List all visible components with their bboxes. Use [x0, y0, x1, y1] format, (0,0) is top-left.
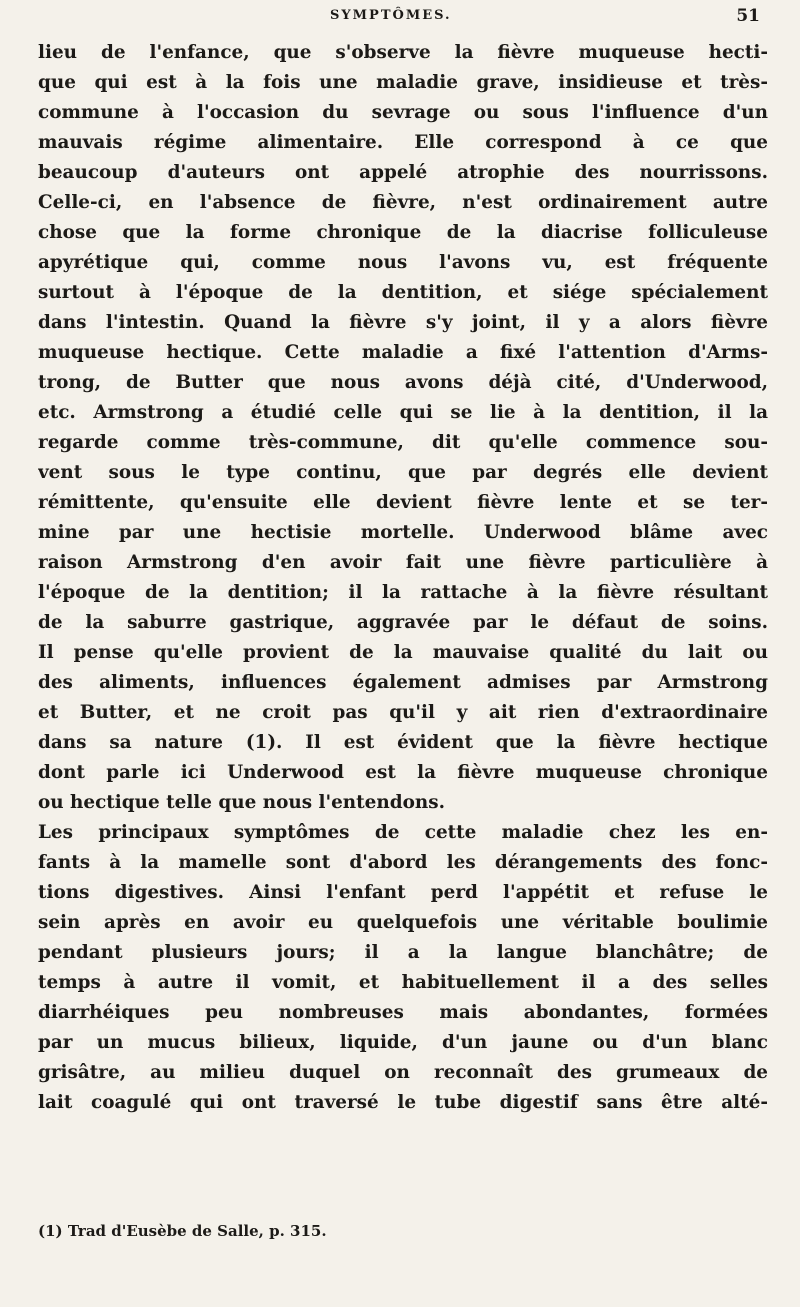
text-line: rémittente, qu'ensuite elle devient fièvre lente et se ter-: [38, 492, 768, 513]
text-line: pendant plusieurs jours; il a la langue blanchâtre; de: [38, 942, 768, 963]
text-line: trong, de Butter que nous avons déjà cité, d'Underwood,: [38, 372, 768, 393]
text-line: apyrétique qui, comme nous l'avons vu, est fréquente: [38, 252, 768, 273]
text-line: temps à autre il vomit, et habituellement il a des selles: [38, 972, 768, 993]
text-line: chose que la forme chronique de la diacrise folliculeuse: [38, 222, 768, 243]
text-line: ou hectique telle que nous l'entendons.: [38, 792, 446, 813]
text-line: que qui est à la fois une maladie grave, insidieuse et très-: [38, 72, 768, 93]
text-line: mauvais régime alimentaire. Elle correspond à ce que: [38, 132, 768, 153]
body-text: [38, 38, 768, 1118]
text-line: Celle-ci, en l'absence de fièvre, n'est ordinairement autre: [38, 192, 768, 213]
text-line: surtout à l'époque de la dentition, et siége spécialement: [38, 282, 768, 303]
footnote: (1) Trad d'Eusèbe de Salle, p. 315.: [38, 1222, 327, 1240]
text-line: fants à la mamelle sont d'abord les dérangements des fonc-: [38, 852, 768, 873]
text-line: Il pense qu'elle provient de la mauvaise qualité du lait ou: [38, 642, 768, 663]
text-line: regarde comme très-commune, dit qu'elle commence sou-: [38, 432, 768, 453]
text-line: etc. Armstrong a étudié celle qui se lie à la dentition, il la: [38, 402, 768, 423]
text-line: des aliments, influences également admises par Armstrong: [38, 672, 768, 693]
text-line: beaucoup d'auteurs ont appelé atrophie des nourrissons.: [38, 162, 768, 183]
text-line: l'époque de la dentition; il la rattache à la fièvre résultant: [38, 582, 768, 603]
text-line: grisâtre, au milieu duquel on reconnaît des grumeaux de: [38, 1062, 768, 1083]
running-head: [0, 6, 800, 32]
text-line: diarrhéiques peu nombreuses mais abondantes, formées: [38, 1002, 768, 1023]
text-line: lait coagulé qui ont traversé le tube digestif sans être alté-: [38, 1092, 768, 1113]
page-number: 51: [736, 6, 760, 26]
text-line: dont parle ici Underwood est la fièvre muqueuse chronique: [38, 762, 768, 783]
text-line: dans sa nature (1). Il est évident que la fièvre hectique: [38, 732, 768, 753]
text-line: muqueuse hectique. Cette maladie a fixé l'attention d'Arms-: [38, 342, 768, 363]
text-line: lieu de l'enfance, que s'observe la fièvre muqueuse hecti-: [38, 42, 768, 63]
text-line: de la saburre gastrique, aggravée par le défaut de soins.: [38, 612, 768, 633]
text-line: sein après en avoir eu quelquefois une véritable boulimie: [38, 912, 768, 933]
text-line: commune à l'occasion du sevrage ou sous l'influence d'un: [38, 102, 768, 123]
running-title: SYMPTÔMES.: [330, 8, 452, 23]
text-line: mine par une hectisie mortelle. Underwood blâme avec: [38, 522, 768, 543]
text-line: dans l'intestin. Quand la fièvre s'y joint, il y a alors fièvre: [38, 312, 768, 333]
text-line: par un mucus bilieux, liquide, d'un jaune ou d'un blanc: [38, 1032, 768, 1053]
text-line: et Butter, et ne croit pas qu'il y ait rien d'extraordinaire: [38, 702, 768, 723]
text-line: vent sous le type continu, que par degrés elle devient: [38, 462, 768, 483]
text-line: tions digestives. Ainsi l'enfant perd l'appétit et refuse le: [38, 882, 768, 903]
text-line: raison Armstrong d'en avoir fait une fièvre particulière à: [38, 552, 768, 573]
text-line: Les principaux symptômes de cette maladie chez les en-: [38, 822, 768, 843]
